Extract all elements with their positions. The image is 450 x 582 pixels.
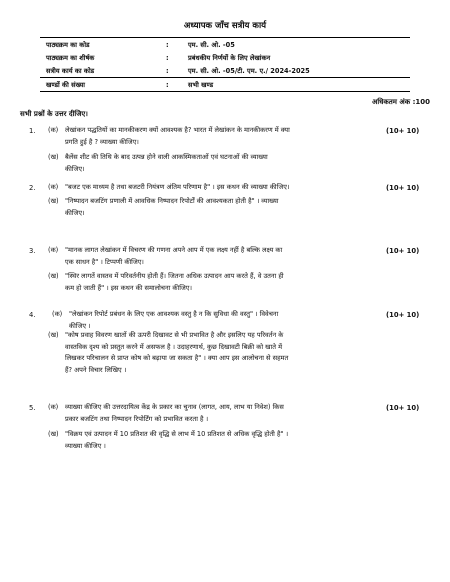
- part-text: व्याख्या कीजिए ।: [65, 441, 106, 450]
- info-colon: :: [166, 80, 169, 89]
- part-text: "बजट एक माध्यम है तथा बजटरी नियंत्रण अंतिम परिणाम है" । इस कथन की व्याख्या कीजिए।: [65, 183, 290, 191]
- part-text: लेखांकन पद्धतियों का मानकीकरण क्यों आवश्यक है? भारत में लेखांकन के मानकीकरण में क्या: [65, 126, 290, 134]
- info-label: पाठ्यक्रम का शीर्षक: [46, 54, 95, 62]
- part-text: "स्थिर लागतें वास्तव में परिवर्तनीय होती हैं। जितना अधिक उत्पादन आप करते हैं, वे उतना ही: [65, 272, 284, 280]
- part-line: [48, 164, 372, 176]
- question-part-ka: [48, 245, 372, 268]
- info-colon: :: [166, 40, 169, 49]
- part-label: (क): [48, 126, 59, 134]
- part-line: [48, 152, 372, 164]
- info-label: सत्रीय कार्य का कोड: [46, 67, 95, 75]
- question-part-ka: [48, 402, 372, 425]
- part-text: कम हो जाती हैं" । इस कथन की समालोचना कीजिए।: [65, 283, 192, 292]
- part-text: "मानक लागत लेखांकन में विचरण की गणना अपने आप में एक लक्ष्य नहीं है बल्कि लक्ष्य का: [65, 246, 283, 254]
- info-colon: :: [166, 53, 169, 62]
- part-line: [48, 196, 372, 208]
- part-text: एक साधन है" । टिप्पणी कीजिए।: [65, 257, 144, 266]
- part-text: "कोष प्रवाह विवरण खातों की ऊपरी दिखावट से भी प्रभावित है और इसलिए यह परिवर्तन के: [65, 331, 284, 339]
- question-part-ka: [52, 309, 372, 332]
- question-part-kha: [48, 330, 372, 376]
- part-text: कीजिए।: [65, 164, 85, 173]
- part-text: लिखकर परिचालन से प्राप्त कोष को बढ़ाया जा सकता है" । क्या आप इस आलोचना से सहमत: [65, 354, 289, 362]
- question-number: 3.: [29, 247, 36, 255]
- part-line: [48, 402, 372, 414]
- part-line: [48, 245, 372, 257]
- part-line: [48, 330, 372, 342]
- part-line: [52, 309, 372, 321]
- info-value: एम. सी. ओ. -05/टी. एम. ए./ 2024-2025: [188, 67, 310, 75]
- question-part-kha: [48, 196, 372, 219]
- part-line: [48, 342, 372, 354]
- info-value: सभी खण्ड: [188, 81, 214, 89]
- part-line: [48, 414, 372, 426]
- part-text: वास्तविक दृश्य को प्रस्तुत करने में असफल है । उदाहरणार्थ, कुछ दिखावटी बिक्री को खाते में: [65, 342, 283, 351]
- part-label: (क): [48, 183, 59, 191]
- part-line: [48, 283, 372, 295]
- part-text: कीजिए।: [65, 208, 85, 217]
- info-row-code: [40, 38, 410, 51]
- part-line: [48, 353, 372, 365]
- part-label: (ख): [48, 153, 59, 161]
- info-value: एम. सी. ओ. -05: [188, 41, 235, 49]
- part-text: बैलेंस शीट की तिथि के बाद उत्पन्न होने वाली आकस्मिकताओं एवं घटनाओं की व्याख्या: [65, 153, 268, 161]
- course-info-table: [40, 37, 410, 92]
- question-part-ka: [48, 182, 372, 194]
- question-part-kha: [48, 152, 372, 175]
- info-row-blocks: [40, 77, 410, 91]
- part-line: [48, 137, 372, 149]
- part-text: प्रगति हुई है ? व्याख्या कीजिए।: [65, 137, 139, 146]
- part-text: "निष्पादन बजटिंग प्रणाली में आवधिक निष्पादन रिपोर्टों की आवश्यकता होती है" । व्याख्या: [65, 197, 279, 205]
- part-text: व्याख्या कीजिए की उत्तरदायित्व केंद्र के प्रकार का चुनाव (लागत, आय, लाभ या निवेश) किस: [65, 403, 284, 411]
- info-value: प्रबंधकीय निर्णयों के लिए लेखांकन: [188, 54, 271, 62]
- part-text: "लेखांकन रिपोर्ट प्रबंधन के लिए एक आवश्यक वस्तु है न कि सुविधा की वस्तु" । विवेचना: [69, 310, 279, 318]
- question-number: 4.: [29, 311, 36, 319]
- question-marks: (10+ 10): [386, 247, 420, 255]
- question-marks: (10+ 10): [386, 127, 420, 135]
- part-line: [48, 208, 372, 220]
- question-marks: (10+ 10): [386, 311, 420, 319]
- part-line: [48, 429, 372, 441]
- part-text: हैं? अपने विचार लिखिए ।: [65, 365, 127, 374]
- part-line: [48, 441, 372, 453]
- question-number: 2.: [29, 184, 36, 192]
- max-marks: अधिकतम अंक :100: [371, 98, 430, 106]
- info-row-title: [40, 51, 410, 64]
- info-colon: :: [166, 66, 169, 75]
- part-line: [48, 365, 372, 377]
- part-text: कीजिए ।: [69, 321, 91, 330]
- part-line: [48, 271, 372, 283]
- part-label: (ख): [48, 331, 59, 339]
- part-label: (क): [48, 246, 59, 254]
- question-part-ka: [48, 125, 372, 148]
- part-label: (ख): [48, 430, 59, 438]
- question-part-kha: [48, 271, 372, 294]
- info-label: पाठ्यक्रम का कोड: [46, 41, 90, 49]
- page-heading: अध्यापक जाँच सत्रीय कार्य: [183, 21, 267, 31]
- part-line: [48, 125, 372, 137]
- part-label: (ख): [48, 272, 59, 280]
- part-text: प्रकार बजटिंग तथा निष्पादन रिपोर्टिंग को प्रभावित करता है ।: [65, 414, 209, 423]
- question-number: 5.: [29, 404, 36, 412]
- instruction: सभी प्रश्नों के उत्तर दीजिए।: [20, 110, 88, 118]
- question-part-kha: [48, 429, 372, 452]
- part-label: (क): [48, 403, 59, 411]
- info-row-assignment-code: [40, 64, 410, 77]
- info-label: खण्डों की संख्या: [46, 81, 85, 89]
- part-line: [48, 257, 372, 269]
- question-marks: (10+ 10): [386, 184, 420, 192]
- question-marks: (10+ 10): [386, 404, 420, 412]
- part-label: (क): [52, 310, 63, 318]
- part-label: (ख): [48, 197, 59, 205]
- part-line: [48, 182, 372, 194]
- question-number: 1.: [29, 127, 36, 135]
- part-text: "विक्रय एवं उत्पादन में 10 प्रतिशत की वृद्धि से लाभ में 10 प्रतिशत से अधिक वृद्धि होती है" ।: [65, 430, 289, 438]
